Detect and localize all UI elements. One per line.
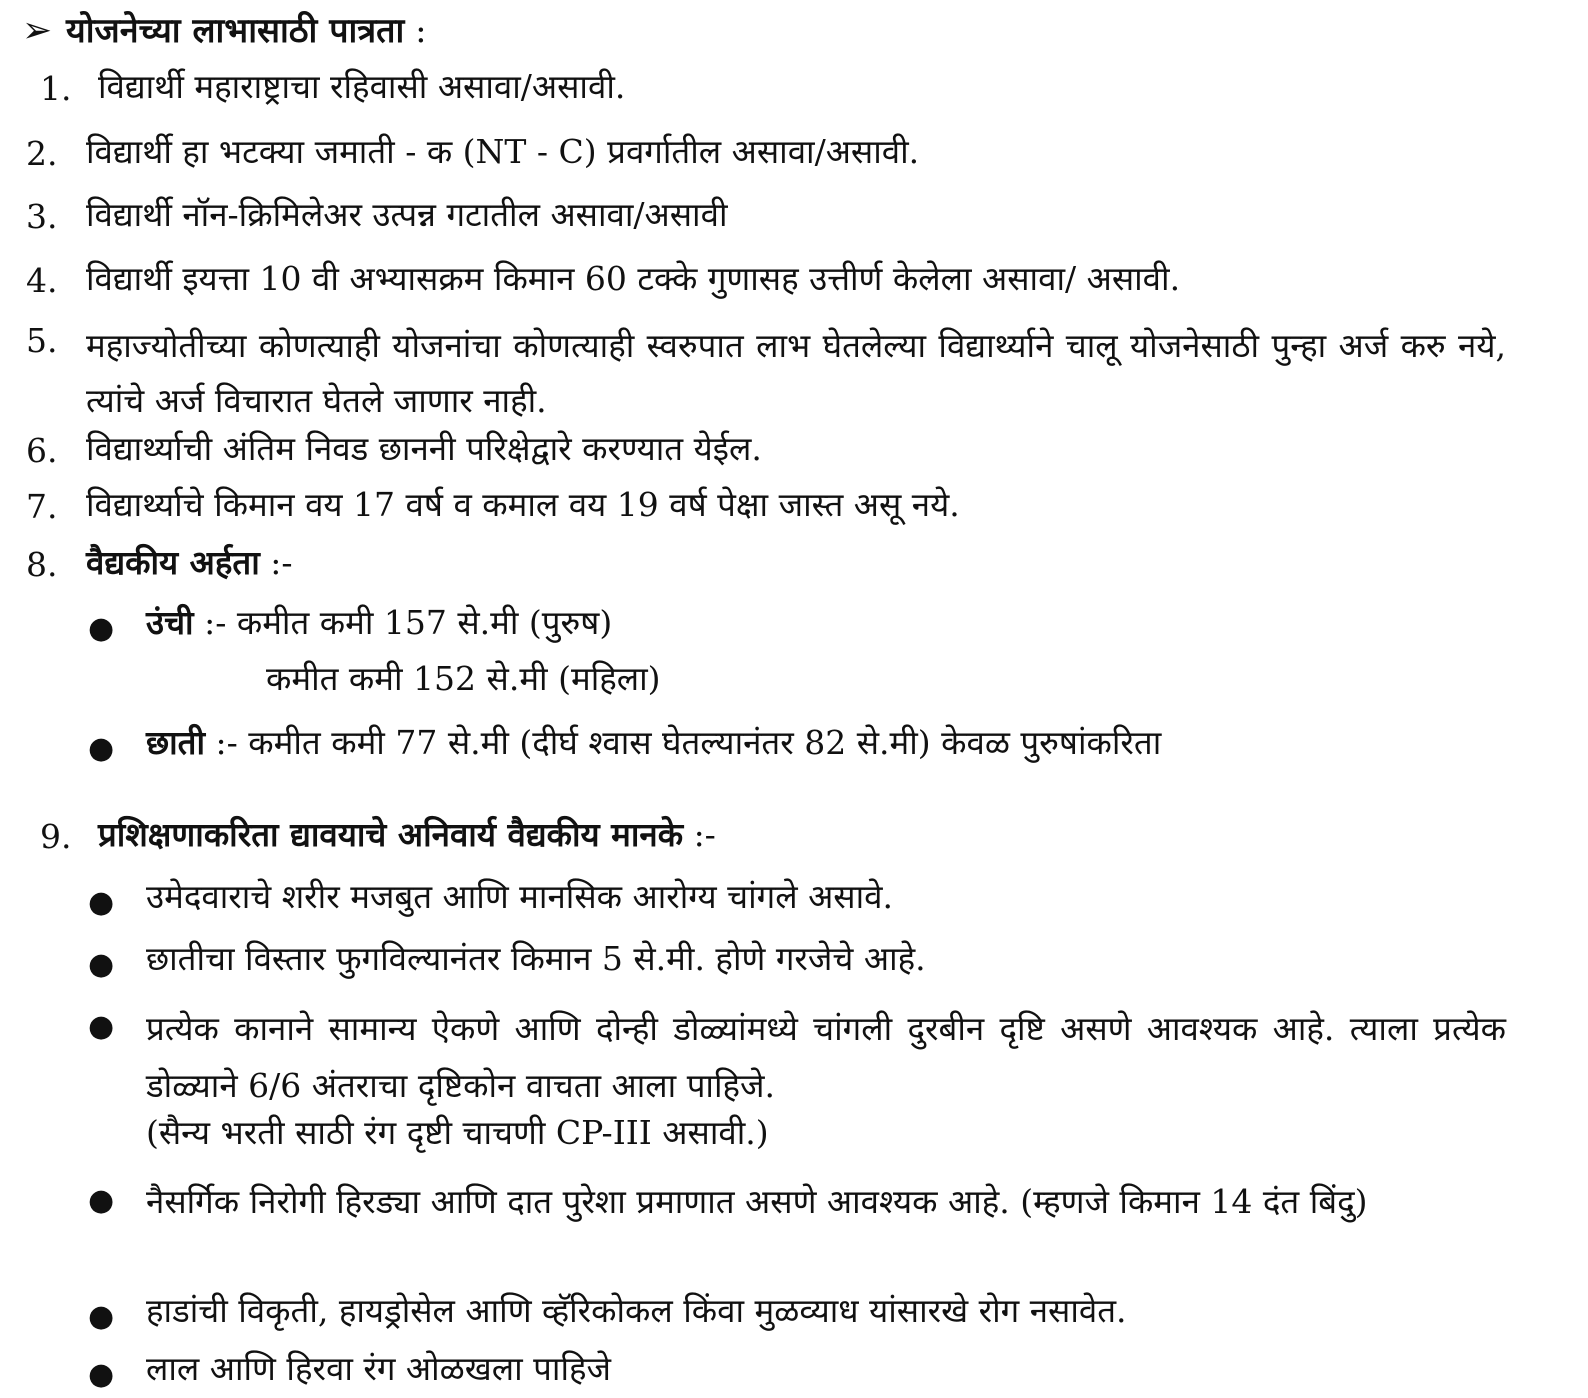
bullet-icon: ● [88,947,115,982]
list-item: महाज्योतीच्या कोणत्याही योजनांचा कोणत्याही स्वरुपात लाभ घेतलेल्या विद्यार्थ्याने चालू योजनेसाठी पुन्हा अर्ज करु नये, त्यांचे अर्ज विचारात घेतले जाणार नाही. [86,326,1506,420]
item-number: 3. [26,197,58,236]
list-item: विद्यार्थ्याचे किमान वय 17 वर्ष व कमाल वय 19 वर्ष पेक्षा जास्त असू नये. [86,485,960,524]
list-item: विद्यार्थी नॉन-क्रिमिलेअर उत्पन्न गटातील असावा/असावी [86,195,728,234]
list-item: हाडांची विकृती, हायड्रोसेल आणि व्हॅरिकोकल किंवा मुळव्याध यांसारखे रोग नसावेत. [146,1291,1127,1330]
item-number: 7. [26,487,58,526]
item-number: 6. [26,431,58,470]
medical-standards-title: प्रशिक्षणाकरिता द्यावयाचे अनिवार्य वैद्यकीय मानके [98,815,684,854]
list-item: उमेदवाराचे शरीर मजबुत आणि मानसिक आरोग्य चांगले असावे. [146,877,893,916]
item-number: 5. [26,321,58,360]
item-number: 9. [40,817,72,856]
eligibility-heading [22,10,427,51]
list-item-note: (सैन्य भरती साठी रंग दृष्टी चाचणी CP-III असावी.) [146,1113,769,1152]
height-requirement [146,604,612,642]
list-item: विद्यार्थ्याची अंतिम निवड छाननी परिक्षेद्वारे करण्यात येईल. [86,429,762,468]
list-item: प्रत्येक कानाने सामान्य ऐकणे आणि दोन्ही डोळ्यांमध्ये चांगली दुरबीन दृष्टि असणे आवश्यक आहे. त्याला प्रत्येक डोळ्याने 6/6 अंतराचा दृष्टिकोन वाचता आला पाहिजे. [146,1009,1506,1105]
medical-qualification-title: वैद्यकीय अर्हता [86,543,260,582]
bullet-icon: ● [88,885,115,920]
list-item: विद्यार्थी इयत्ता 10 वी अभ्यासक्रम किमान 60 टक्के गुणासह उत्तीर्ण केलेला असावा/ असावी. [86,259,1181,298]
list-item: विद्यार्थी महाराष्ट्राचा रहिवासी असावा/असावी. [98,67,626,106]
medical-qualification-heading [86,544,293,582]
item-number: 1. [40,69,72,108]
medical-standards-suffix: :- [683,815,716,854]
eligibility-heading-title: योजनेच्या लाभासाठी पात्रता [66,11,405,51]
chest-requirement [146,724,1161,762]
bullet-icon: ● [88,1009,115,1044]
bullet-icon: ● [88,1299,115,1334]
list-item: नैसर्गिक निरोगी हिरड्या आणि दात पुरेशा प्रमाणात असणे आवश्यक आहे. (म्हणजे किमान 14 दंत बिंदु) [146,1182,1368,1221]
chest-text: :- कमीत कमी 77 से.मी (दीर्घ श्वास घेतल्यानंतर 82 से.मी) केवळ पुरुषांकरिता [205,723,1162,762]
bullet-icon: ● [88,1357,115,1392]
height-female: कमीत कमी 152 से.मी (महिला) [266,659,661,698]
list-item: विद्यार्थी हा भटक्या जमाती - क (NT - C) प्रवर्गातील असावा/असावी. [86,132,920,171]
item-number: 2. [26,134,58,173]
height-separator: :- [193,603,237,642]
list-item: छातीचा विस्तार फुगविल्यानंतर किमान 5 से.मी. होणे गरजेचे आहे. [146,939,926,978]
bullet-icon: ● [88,1183,115,1218]
arrow-bullet-icon: ➢ [22,10,53,51]
bullet-icon: ● [88,731,115,766]
medical-qualification-suffix: :- [259,543,293,582]
chest-label: छाती [146,723,206,762]
item-number: 8. [26,545,58,584]
list-item: लाल आणि हिरवा रंग ओळखला पाहिजे [146,1349,612,1388]
height-male: कमीत कमी 157 से.मी (पुरुष) [236,603,613,642]
bullet-icon: ● [88,611,115,646]
medical-standards-heading [98,816,716,854]
item-number: 4. [26,261,58,300]
eligibility-heading-suffix: : [404,11,427,51]
height-label: उंची [146,603,194,642]
